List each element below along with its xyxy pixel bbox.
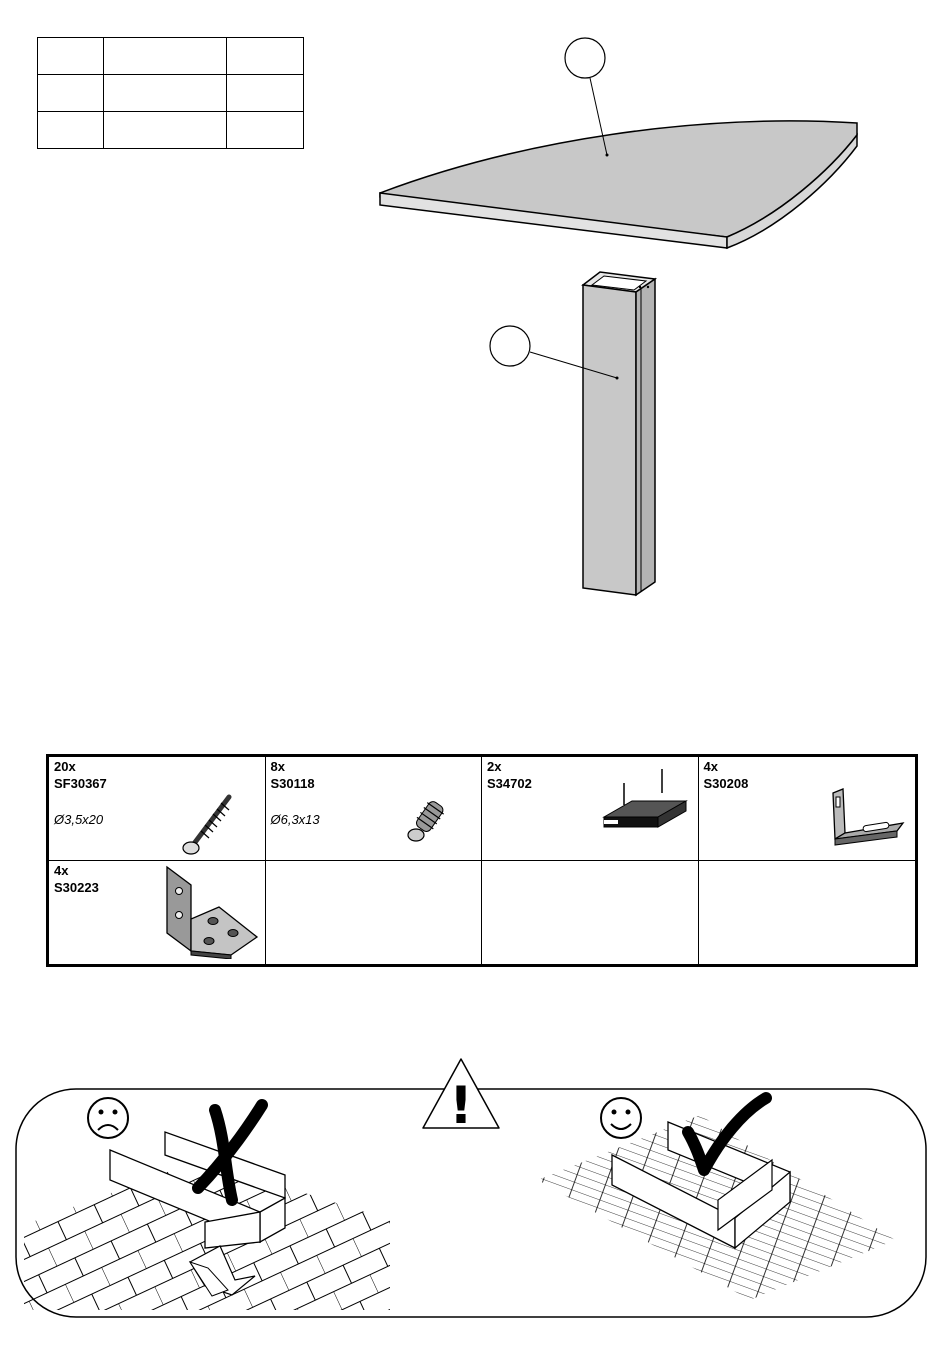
warning-symbol: ! bbox=[449, 1076, 473, 1136]
hardware-code: S30208 bbox=[703, 776, 749, 791]
hardware-grid bbox=[46, 754, 918, 967]
hardware-dim: Ø3,5x20 bbox=[54, 812, 104, 827]
hardware-cell bbox=[482, 757, 699, 861]
parts-illustration bbox=[0, 0, 950, 640]
glide-pad-icon bbox=[600, 765, 692, 835]
cam-screw-icon bbox=[406, 797, 450, 843]
assembly-warning-panel bbox=[0, 1050, 950, 1353]
slotted-bracket-icon bbox=[827, 787, 907, 851]
sad-face-icon bbox=[88, 1098, 128, 1138]
hardware-qty: 4x bbox=[54, 862, 69, 878]
hardware-qty: 2x bbox=[487, 759, 502, 774]
hardware-cell bbox=[49, 757, 266, 861]
hardware-cell bbox=[266, 757, 483, 861]
hardware-cell bbox=[699, 757, 916, 861]
soft-mat-illustration bbox=[520, 1090, 920, 1330]
hardware-cell bbox=[49, 861, 266, 965]
angle-bracket-icon bbox=[161, 863, 261, 959]
screw-icon bbox=[181, 793, 241, 857]
leg-illustration bbox=[583, 272, 655, 595]
hardware-code: S30223 bbox=[54, 879, 99, 895]
happy-face-icon bbox=[601, 1098, 641, 1138]
hardware-cell bbox=[699, 861, 916, 965]
hardware-qty: 8x bbox=[270, 759, 285, 774]
hardware-qty: 4x bbox=[703, 759, 718, 774]
warning-icon bbox=[423, 1059, 499, 1136]
hardware-qty: 20x bbox=[54, 759, 76, 774]
hard-floor-illustration bbox=[0, 1110, 420, 1350]
hardware-cell bbox=[266, 861, 483, 965]
hardware-code: SF30367 bbox=[54, 776, 107, 791]
hardware-dim: Ø6,3x13 bbox=[270, 812, 320, 827]
desktop-illustration bbox=[380, 121, 857, 248]
hardware-code: S30118 bbox=[270, 776, 315, 791]
hardware-cell bbox=[482, 861, 699, 965]
hardware-code: S34702 bbox=[487, 776, 532, 791]
